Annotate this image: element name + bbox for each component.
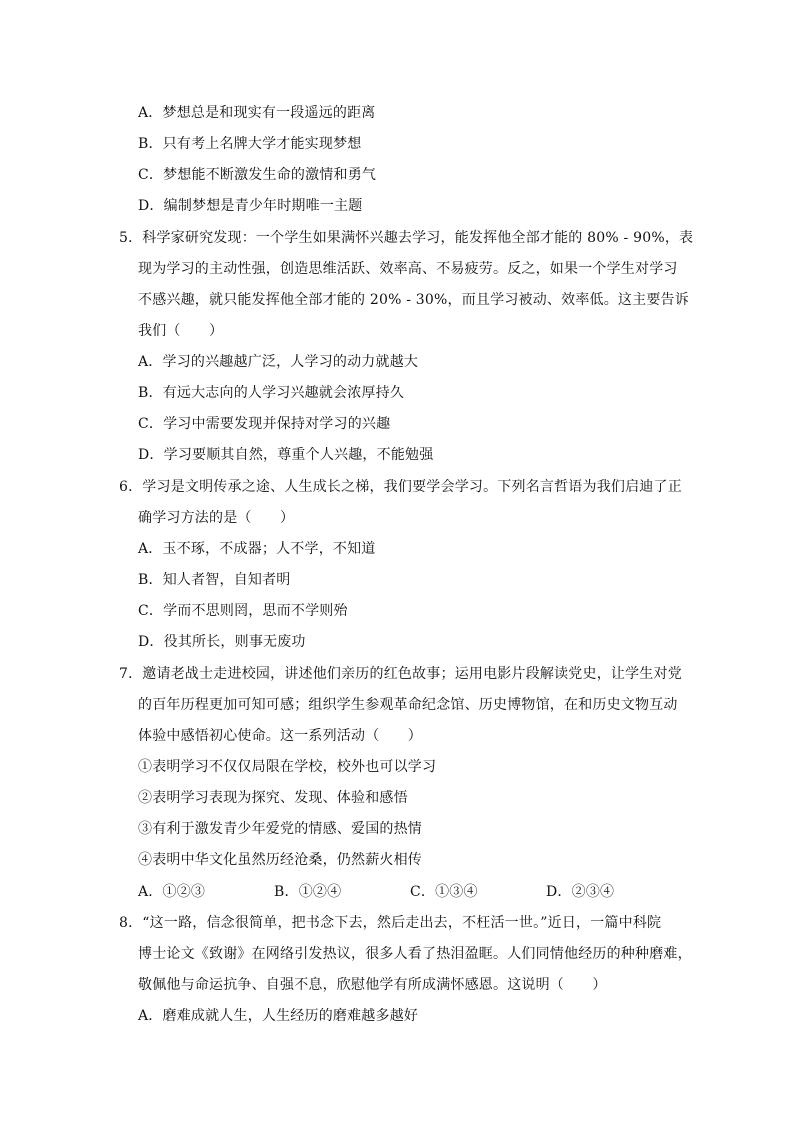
q7-choice-c: C．①③④ <box>410 884 478 900</box>
q5-stem-line-3: 不感兴趣，就只能发挥他全部才能的 20% - 30%，而且学习被动、效率低。这主要告诉 <box>138 292 689 308</box>
q7-statement-4: ④表明中华文化虽然历经沧桑，仍然薪火相传 <box>138 852 422 868</box>
q4-option-b: B．只有考上名牌大学才能实现梦想 <box>138 136 362 152</box>
q6-option-b: B．知人者智，自知者明 <box>138 572 291 588</box>
q7-choice-a: A．①②③ <box>138 884 206 900</box>
q8-stem-line-1: 8．“这一路，信念很简单，把书念下去，然后走出去，不枉活一世。”近日，一篇中科院 <box>119 915 662 931</box>
q5-option-c: C．学习中需要发现并保持对学习的兴趣 <box>138 416 391 432</box>
q5-option-d: D．学习要顺其自然，尊重个人兴趣，不能勉强 <box>138 447 434 463</box>
q6-option-a: A．玉不琢，不成器；人不学，不知道 <box>138 541 376 557</box>
q7-stem-line-3: 体验中感悟初心使命。这一系列活动（ ） <box>138 728 422 744</box>
q5-stem-line-2: 现为学习的主动性强，创造思维活跃、效率高、不易疲劳。反之，如果一个学生对学习 <box>138 261 678 277</box>
q8-stem-line-3: 敬佩他与命运抗争、自强不息，欣慰他学有所成满怀感恩。这说明（ ） <box>138 977 607 993</box>
q7-statement-2: ②表明学习表现为探究、发现、体验和感悟 <box>138 790 408 806</box>
q7-choice-b: B．①②④ <box>274 884 342 900</box>
q7-statement-1: ①表明学习不仅仅局限在学校，校外也可以学习 <box>138 759 437 775</box>
q5-option-b: B．有远大志向的人学习兴趣就会浓厚持久 <box>138 385 405 401</box>
q8-option-a: A．磨难成就人生，人生经历的磨难越多越好 <box>138 1008 419 1024</box>
q4-option-a: A．梦想总是和现实有一段遥远的距离 <box>138 105 376 121</box>
q5-option-a: A．学习的兴趣越广泛，人学习的动力就越大 <box>138 354 419 370</box>
q8-stem-line-2: 博士论文《致谢》在网络引发热议，很多人看了热泪盈眶。人们同情他经历的种种磨难， <box>138 946 692 962</box>
q6-stem-line-1: 6．学习是文明传承之途、人生成长之梯，我们要学会学习。下列名言哲语为我们启迪了正 <box>119 479 682 495</box>
q7-statement-3: ③有利于激发青少年爱党的情感、爱国的热情 <box>138 821 422 837</box>
q4-option-d: D．编制梦想是青少年时期唯一主题 <box>138 198 363 214</box>
q6-option-c: C．学而不思则罔，思而不学则殆 <box>138 603 348 619</box>
q6-option-d: D．役其所长，则事无废功 <box>138 634 306 650</box>
q7-stem-line-2: 的百年历程更加可知可感；组织学生参观革命纪念馆、历史博物馆，在和历史文物互动 <box>138 697 678 713</box>
q7-stem-line-1: 7．邀请老战士走进校园，讲述他们亲历的红色故事；运用电影片段解读党史，让学生对党 <box>119 666 682 682</box>
q5-stem-line-4: 我们（ ） <box>138 323 224 339</box>
q6-stem-line-2: 确学习方法的是（ ） <box>138 510 295 526</box>
q4-option-c: C．梦想能不断激发生命的激情和勇气 <box>138 167 377 183</box>
q7-choice-d: D．②③④ <box>546 884 615 900</box>
q5-stem-line-1: 5．科学家研究发现：一个学生如果满怀兴趣去学习，能发挥他全部才能的 80% - 90%，表 <box>119 230 694 246</box>
